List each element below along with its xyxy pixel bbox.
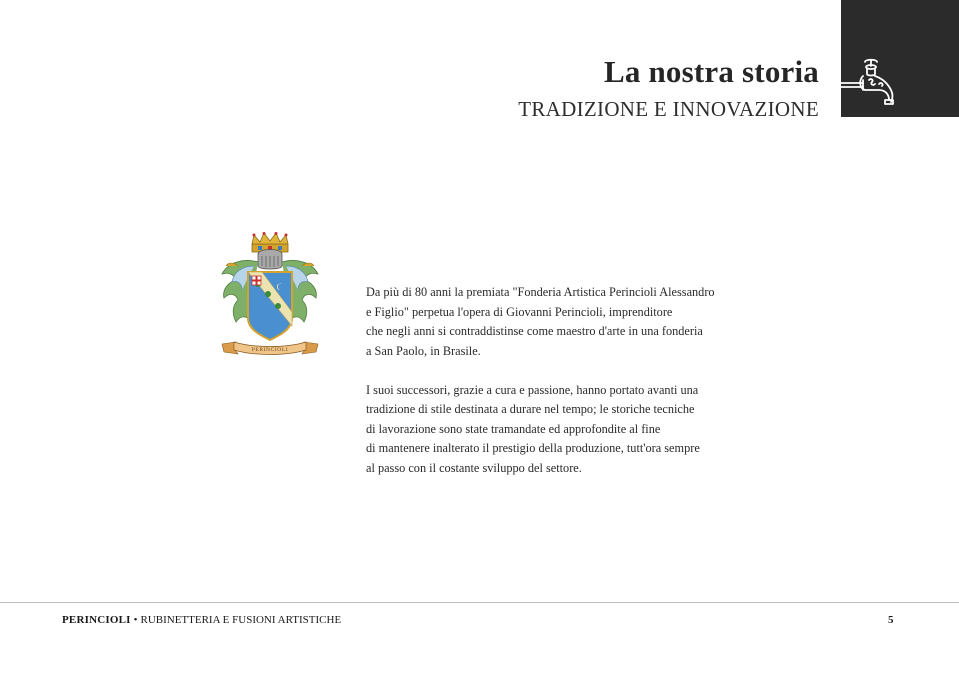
banner-ribbon: [222, 342, 318, 355]
page-number: 5: [888, 614, 894, 626]
faucet-icon: [841, 52, 901, 112]
text-line: Da più di 80 anni la premiata "Fonderia Artistica Perincioli Alessandro: [366, 285, 715, 299]
page-subtitle: TRADIZIONE E INNOVAZIONE: [518, 97, 819, 121]
footer-brand: PERINCIOLI: [62, 614, 131, 626]
footer-separator: •: [133, 614, 138, 626]
story-text: [366, 283, 756, 498]
text-line: a San Paolo, in Brasile.: [366, 343, 481, 358]
footer-divider: [0, 602, 959, 603]
page-title: La nostra storia: [603, 54, 819, 89]
text-line: di mantenere inalterato il prestigio della produzione, tutt'ora sempre: [366, 441, 700, 455]
text-line: I suoi successori, grazie a cura e passione, hanno portato avanti una: [366, 382, 699, 397]
helmet-icon: [258, 250, 282, 270]
paragraph-1: [366, 283, 756, 361]
shield-icon: [248, 272, 292, 340]
header-title-block: [518, 52, 819, 122]
banner-text: PERINCIOLI: [251, 347, 289, 353]
text-line: che negli anni si contraddistinse come maestro d'arte in una fonderia: [366, 324, 703, 338]
coat-of-arms-crest: [214, 232, 326, 360]
text-line: di lavorazione sono state tramandate ed approfondite al fine: [366, 421, 661, 436]
text-line: tradizione di stile destinata a durare nel tempo; le storiche tecniche: [366, 402, 695, 416]
footer-tagline: RUBINETTERIA E FUSIONI ARTISTICHE: [140, 614, 342, 626]
paragraph-2: [366, 381, 756, 479]
footer: [62, 614, 341, 626]
corner-box: [841, 0, 959, 117]
text-line: al passo con il costante sviluppo del settore.: [366, 460, 582, 475]
text-line: e Figlio" perpetua l'opera di Giovanni Perincioli, imprenditore: [366, 304, 673, 319]
crown-icon: [252, 232, 288, 252]
